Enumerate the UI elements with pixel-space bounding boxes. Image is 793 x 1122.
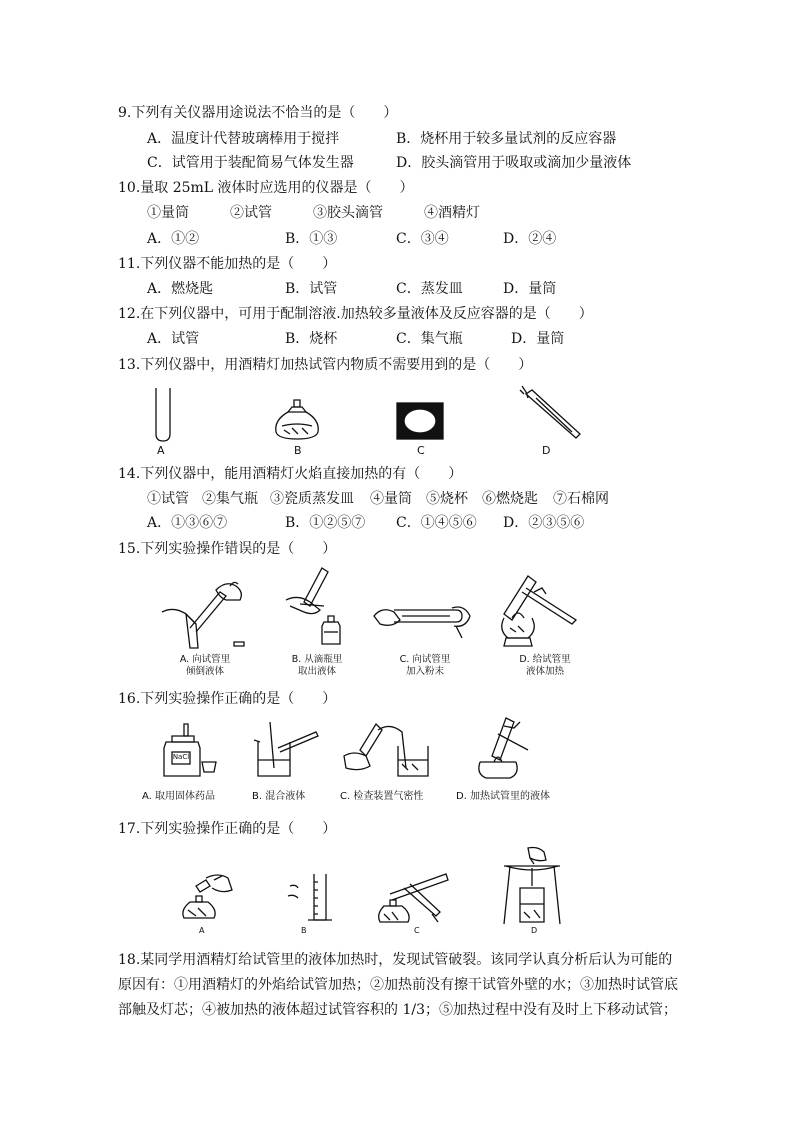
q13-label-a: A	[157, 444, 165, 457]
adding-powder-figure	[372, 596, 472, 644]
q15-caption-d	[500, 654, 590, 678]
q15-caption-b-line1: B. 从滴瓶里	[291, 654, 343, 665]
nacl-label: NaCl	[172, 753, 190, 761]
q10-item-3: ③胶头滴管	[313, 205, 383, 221]
q17-stem: 17.下列实验操作正确的是（ ）	[118, 821, 337, 837]
q10-item-4: ④酒精灯	[424, 205, 480, 221]
q17-label-a: A	[199, 926, 205, 935]
solid-reagent-figure	[160, 722, 220, 782]
q12-option-d[interactable]: D．量筒	[511, 331, 565, 347]
dropper-bottle-figure	[280, 566, 360, 650]
q17-label-d: D	[531, 926, 538, 935]
q14-item-6: ⑥燃烧匙	[482, 491, 538, 507]
q12-stem: 12.在下列仪器中，可用于配制溶液.加热较多量液体及反应容器的是（ ）	[118, 306, 593, 322]
q15-caption-a	[160, 654, 250, 678]
lighting-lamp-figure	[176, 872, 236, 926]
test-tube-figure	[148, 386, 178, 446]
q13-label-d: D	[542, 444, 551, 457]
q9-option-d[interactable]: D．胶头滴管用于吸取或滴加少量液体	[396, 155, 632, 171]
airtight-check-figure	[340, 722, 430, 782]
q10-item-2: ②试管	[230, 205, 272, 221]
q11-stem: 11.下列仪器不能加热的是（ ）	[118, 256, 337, 272]
q14-option-a[interactable]: A．①③⑥⑦	[147, 515, 228, 531]
q14-item-7: ⑦石棉网	[553, 491, 609, 507]
q13-stem: 13.下列仪器中，用酒精灯加热试管内物质不需要用到的是（ ）	[118, 357, 533, 373]
q14-option-d[interactable]: D．②③⑤⑥	[503, 515, 585, 531]
heating-tube-holder-figure	[376, 866, 460, 930]
asbestos-gauze-figure	[396, 402, 444, 444]
q14-option-b[interactable]: B．①②⑤⑦	[285, 515, 366, 531]
q10-stem: 10.量取 25mL 液体时应选用的仪器是（ ）	[118, 180, 414, 196]
q15-caption-d-line1: D. 给试管里	[519, 654, 571, 665]
q9-option-a[interactable]: A．温度计代替玻璃棒用于搅拌	[147, 131, 340, 147]
q17-label-b: B	[301, 926, 307, 935]
q10-option-d[interactable]: D．②④	[503, 231, 557, 247]
q14-item-4: ④量筒	[370, 491, 412, 507]
q16-caption-a: A. 取用固体药品	[142, 791, 216, 802]
q16-caption-b: B. 混合液体	[252, 791, 306, 802]
q10-item-1: ①量筒	[147, 205, 189, 221]
q9-option-c[interactable]: C．试管用于装配简易气体发生器	[147, 155, 354, 171]
q18-line-2: 原因有：①用酒精灯的外焰给试管加热；②加热前没有擦干试管外壁的水；③加热时试管底	[118, 977, 678, 993]
alcohol-lamp-figure	[272, 398, 322, 444]
q14-item-1: ①试管	[147, 491, 189, 507]
q12-option-b[interactable]: B．烧杯	[285, 331, 338, 347]
q17-label-c: C	[414, 926, 420, 935]
q15-stem: 15.下列实验操作错误的是（ ）	[118, 541, 337, 557]
q13-label-b: B	[294, 444, 302, 457]
q15-caption-d-line2: 液体加热	[525, 666, 564, 677]
q11-option-d[interactable]: D．量筒	[503, 281, 557, 297]
q16-caption-d: D. 加热试管里的液体	[456, 791, 551, 802]
pouring-liquid-figure	[160, 570, 260, 654]
q15-caption-a-line2: 倾倒液体	[185, 666, 224, 677]
q10-option-a[interactable]: A．①②	[147, 231, 200, 247]
q10-option-c[interactable]: C．③④	[396, 231, 449, 247]
evaporating-dish-figure	[500, 846, 564, 930]
q13-label-c: C	[417, 444, 425, 457]
heating-liquid-figure	[470, 716, 540, 784]
q12-option-c[interactable]: C．集气瓶	[396, 331, 463, 347]
heating-tube-figure	[498, 572, 588, 654]
q15-caption-a-line1: A. 向试管里	[179, 654, 231, 665]
q14-item-5: ⑤烧杯	[426, 491, 468, 507]
q11-option-b[interactable]: B．试管	[285, 281, 338, 297]
q11-option-c[interactable]: C．蒸发皿	[396, 281, 463, 297]
q11-option-a[interactable]: A．燃烧匙	[147, 281, 214, 297]
q10-option-b[interactable]: B．①③	[285, 231, 338, 247]
q14-stem: 14.下列仪器中，能用酒精灯火焰直接加热的有（ ）	[118, 466, 463, 482]
reading-cylinder-figure	[280, 872, 340, 926]
test-tube-holder-figure	[518, 384, 582, 444]
q18-line-1: 18.某同学用酒精灯给试管里的液体加热时，发现试管破裂。该同学认真分析后认为可能的	[118, 952, 673, 968]
q18-line-3: 部触及灯芯；④被加热的液体超过试管容积的 1/3；⑤加热过程中没有及时上下移动试管；	[118, 1002, 677, 1018]
q16-stem: 16.下列实验操作正确的是（ ）	[118, 691, 337, 707]
q14-item-3: ③瓷质蒸发皿	[270, 491, 354, 507]
q9-stem: 9.下列有关仪器用途说法不恰当的是（ ）	[118, 105, 398, 121]
q15-caption-c-line1: C. 向试管里	[399, 654, 451, 665]
q14-item-2: ②集气瓶	[202, 491, 258, 507]
q9-option-b[interactable]: B．烧杯用于较多量试剂的反应容器	[396, 131, 617, 147]
q15-caption-c	[380, 654, 470, 678]
q16-caption-c: C. 检查装置气密性	[340, 791, 424, 802]
q15-caption-c-line2: 加入粉末	[405, 666, 444, 677]
q15-caption-b-line2: 取出液体	[297, 666, 336, 677]
q15-caption-b	[272, 654, 362, 678]
q12-option-a[interactable]: A．试管	[147, 331, 200, 347]
q14-option-c[interactable]: C．①④⑤⑥	[396, 515, 477, 531]
mixing-liquid-figure	[252, 722, 322, 782]
